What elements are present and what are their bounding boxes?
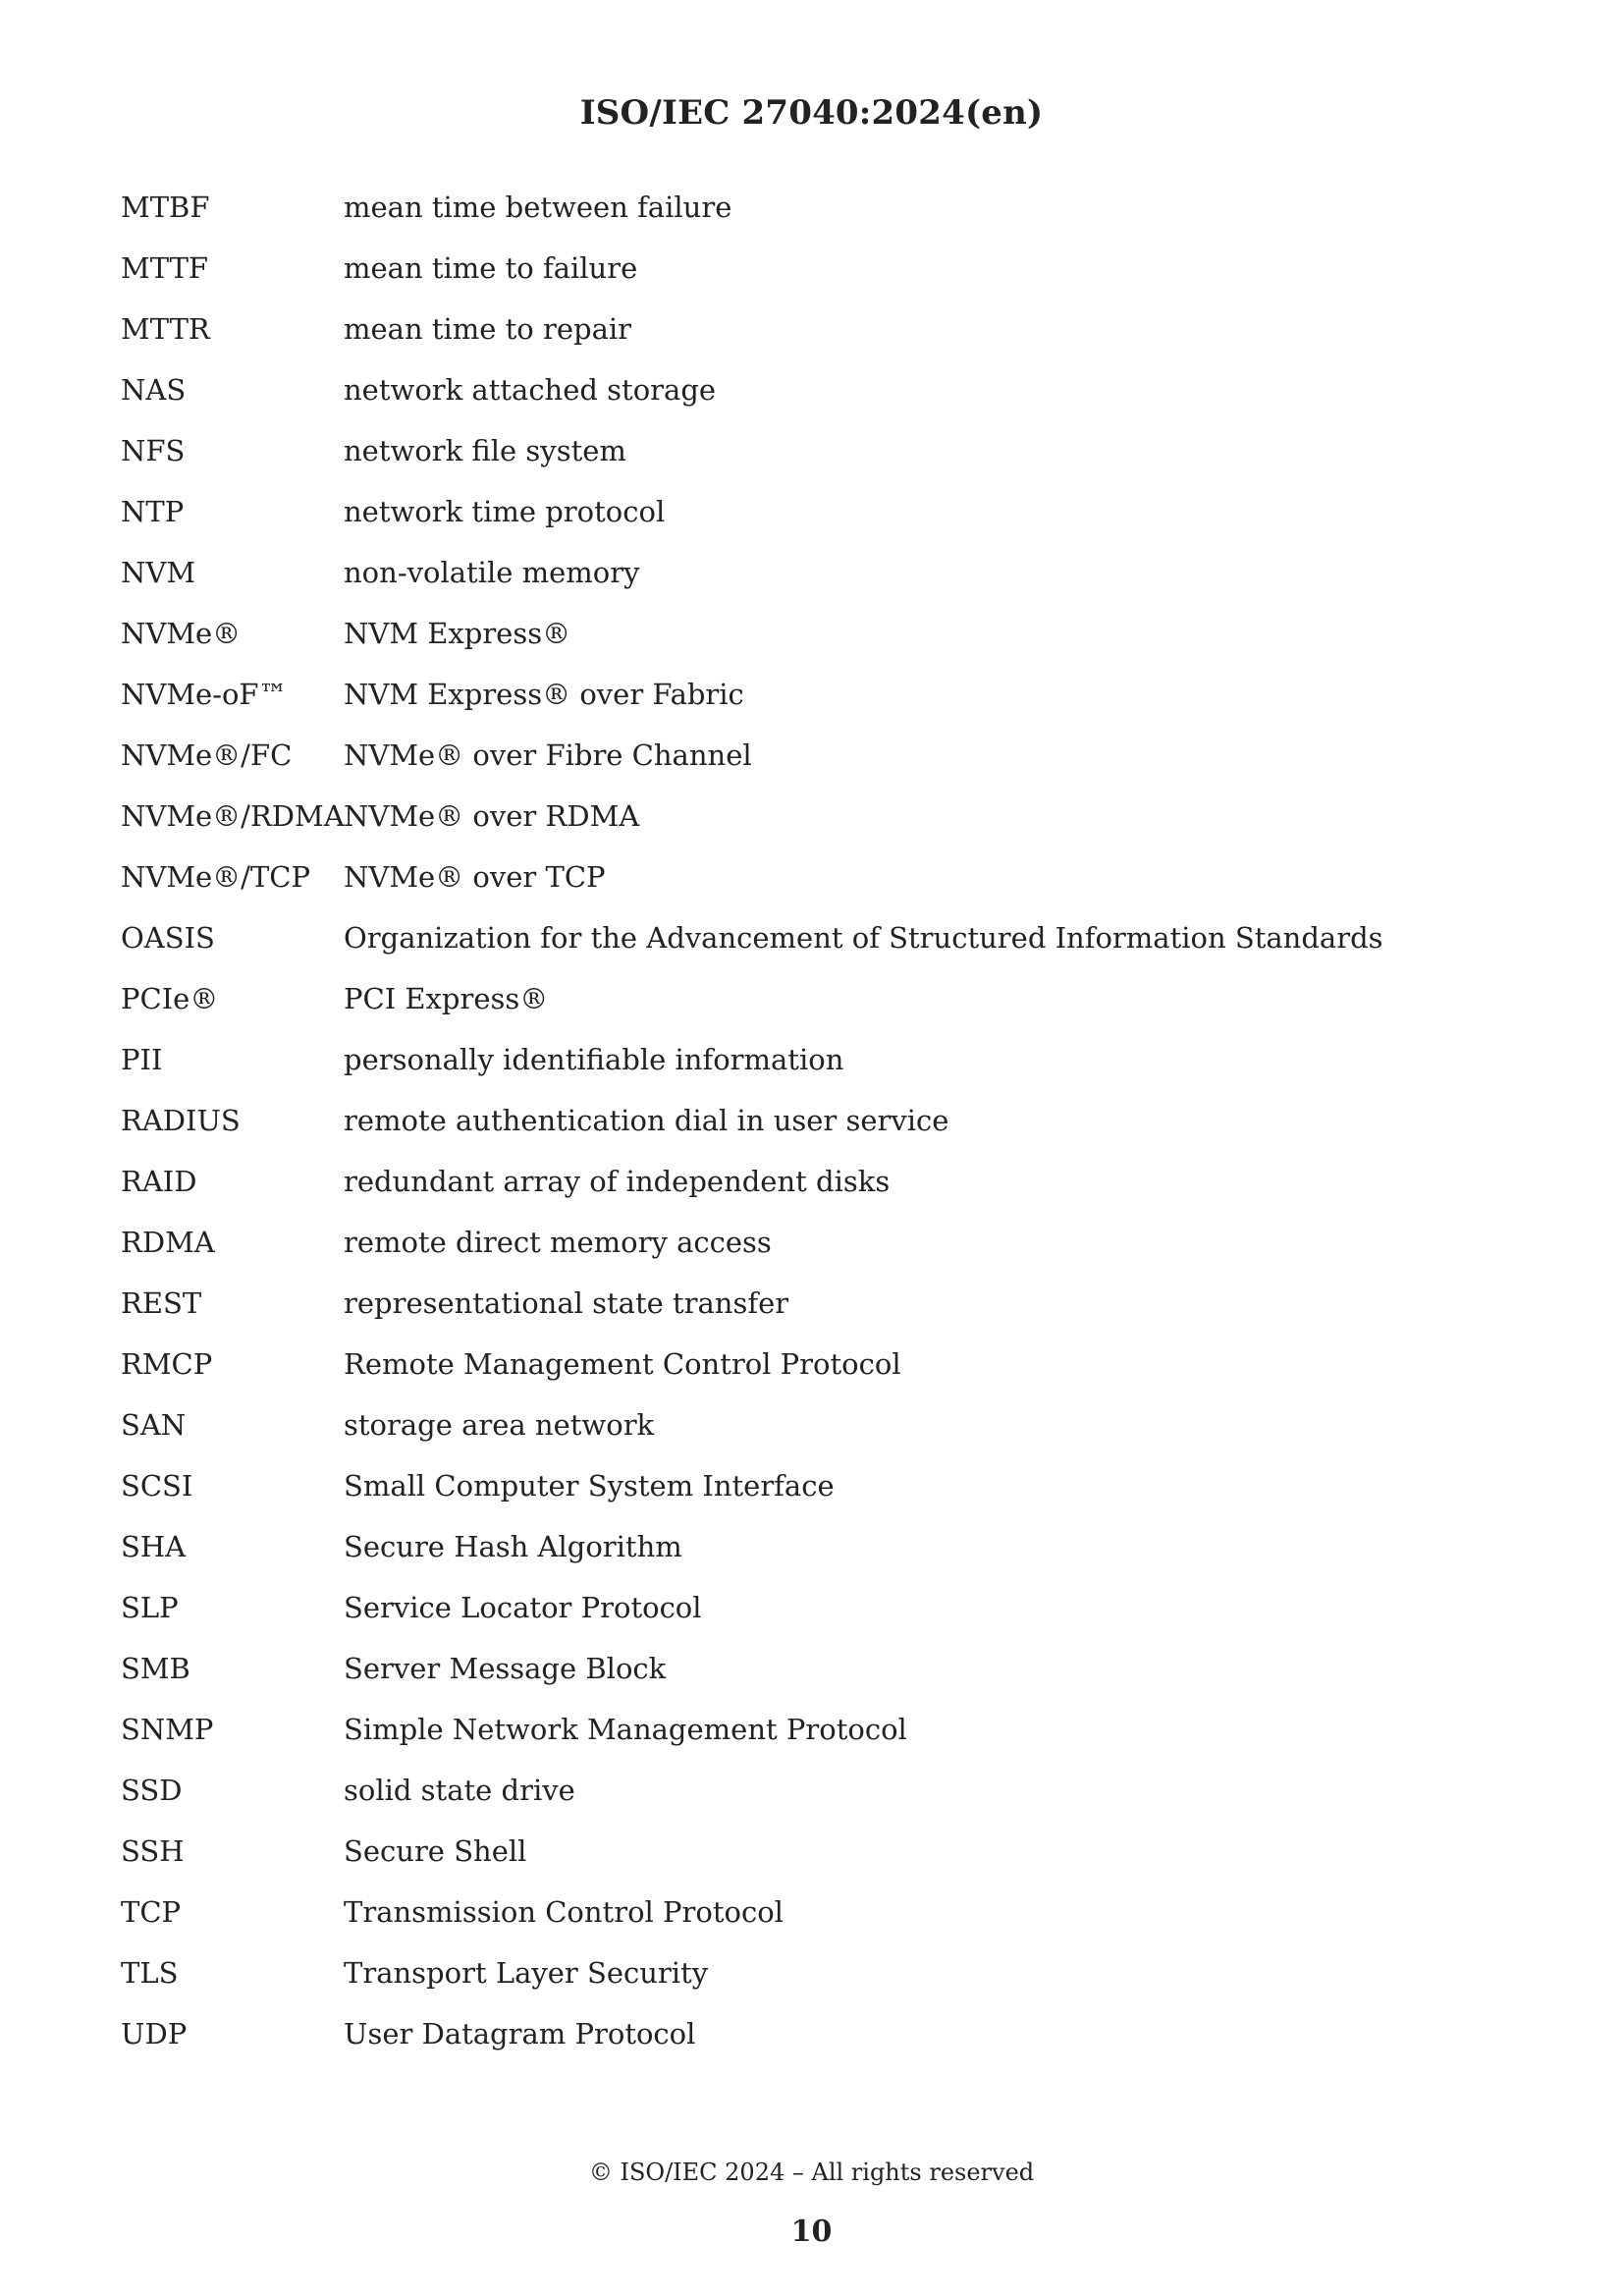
abbreviation-row (121, 359, 1495, 420)
abbreviation-definition: personally identifiable information (344, 1043, 844, 1076)
abbreviation-term: PII (121, 1043, 163, 1076)
abbreviation-row (121, 2003, 1495, 2064)
abbreviation-term: PCIe® (121, 982, 219, 1015)
abbreviation-row (121, 299, 1495, 359)
abbreviation-definition: NVMe® over Fibre Channel (344, 738, 752, 772)
abbreviation-term: RDMA (121, 1226, 215, 1259)
abbreviation-term: SLP (121, 1591, 179, 1624)
abbreviation-definition: network file system (344, 434, 626, 467)
abbreviation-row (121, 725, 1495, 786)
abbreviation-definition: Transport Layer Security (344, 1956, 709, 1990)
abbreviation-term: NVMe®/TCP (121, 860, 310, 894)
abbreviation-definition: network attached storage (344, 373, 717, 407)
abbreviation-definition: NVM Express® (344, 617, 571, 650)
abbreviation-row (121, 1577, 1495, 1638)
abbreviation-term: RAID (121, 1165, 197, 1198)
document-header: ISO/IEC 27040:2024(en) (579, 93, 1044, 133)
abbreviation-term: MTBF (121, 191, 210, 224)
page-number: 10 (790, 2214, 833, 2249)
abbreviation-row (121, 1090, 1495, 1151)
abbreviation-term: NVMe-oF™ (121, 678, 288, 711)
abbreviation-list (121, 177, 1495, 2064)
abbreviation-definition: Secure Shell (344, 1834, 527, 1868)
abbreviation-row (121, 177, 1495, 238)
abbreviation-term: UDP (121, 2017, 188, 2050)
abbreviation-term: SSH (121, 1834, 185, 1868)
abbreviation-row (121, 1151, 1495, 1212)
abbreviation-row (121, 1882, 1495, 1942)
abbreviation-definition: remote authentication dial in user service (344, 1104, 949, 1137)
abbreviation-term: SMB (121, 1652, 190, 1685)
abbreviation-term: NVMe® (121, 617, 242, 650)
abbreviation-definition: Server Message Block (344, 1652, 667, 1685)
abbreviation-term: OASIS (121, 921, 215, 955)
abbreviation-definition: remote direct memory access (344, 1226, 772, 1259)
abbreviation-definition: solid state drive (344, 1774, 575, 1807)
abbreviation-row (121, 968, 1495, 1029)
abbreviation-definition: NVMe® over TCP (344, 860, 606, 894)
abbreviation-row (121, 907, 1495, 968)
abbreviation-definition: Small Computer System Interface (344, 1469, 835, 1503)
abbreviation-definition: mean time to repair (344, 312, 632, 346)
abbreviation-row (121, 1273, 1495, 1334)
copyright-notice: © ISO/IEC 2024 – All rights reserved (588, 2159, 1035, 2186)
abbreviation-term: SHA (121, 1530, 187, 1563)
abbreviation-row (121, 847, 1495, 907)
abbreviation-row (121, 481, 1495, 542)
abbreviation-definition: Remote Management Control Protocol (344, 1347, 901, 1381)
abbreviation-term: NVMe®/RDMA (121, 799, 345, 833)
abbreviation-row (121, 1212, 1495, 1273)
abbreviation-row (121, 1334, 1495, 1394)
abbreviation-term: NFS (121, 434, 186, 467)
abbreviation-row (121, 1699, 1495, 1760)
abbreviation-term: SAN (121, 1408, 187, 1442)
abbreviation-definition: Transmission Control Protocol (344, 1895, 784, 1929)
abbreviation-term: REST (121, 1286, 202, 1320)
abbreviation-definition: Organization for the Advancement of Structured Information Standards (344, 921, 1383, 955)
abbreviation-definition: NVM Express® over Fabric (344, 678, 744, 711)
abbreviation-definition: Service Locator Protocol (344, 1591, 702, 1624)
abbreviation-term: SCSI (121, 1469, 193, 1503)
abbreviation-definition: representational state transfer (344, 1286, 789, 1320)
abbreviation-row (121, 542, 1495, 603)
abbreviation-row (121, 1821, 1495, 1882)
abbreviation-definition: PCI Express® (344, 982, 549, 1015)
abbreviation-term: RADIUS (121, 1104, 241, 1137)
abbreviation-definition: mean time between failure (344, 191, 732, 224)
abbreviation-term: SSD (121, 1774, 183, 1807)
abbreviation-row (121, 1029, 1495, 1090)
abbreviation-term: NAS (121, 373, 187, 407)
abbreviation-term: TCP (121, 1895, 182, 1929)
abbreviation-term: NTP (121, 495, 185, 528)
abbreviation-term: MTTF (121, 251, 209, 285)
abbreviation-definition: non-volatile memory (344, 556, 640, 589)
abbreviation-definition: User Datagram Protocol (344, 2017, 696, 2050)
abbreviation-row (121, 238, 1495, 299)
abbreviation-row (121, 1760, 1495, 1821)
abbreviation-term: MTTR (121, 312, 210, 346)
abbreviation-definition: storage area network (344, 1408, 655, 1442)
abbreviation-definition: network time protocol (344, 495, 666, 528)
abbreviation-term: SNMP (121, 1713, 214, 1746)
abbreviation-definition: mean time to failure (344, 251, 638, 285)
abbreviation-row (121, 786, 1495, 847)
abbreviation-definition: redundant array of independent disks (344, 1165, 891, 1198)
abbreviation-row (121, 420, 1495, 481)
abbreviation-row (121, 1455, 1495, 1516)
abbreviation-row (121, 664, 1495, 725)
abbreviation-definition: Secure Hash Algorithm (344, 1530, 682, 1563)
abbreviation-row (121, 1394, 1495, 1455)
abbreviation-term: RMCP (121, 1347, 213, 1381)
abbreviation-row (121, 1942, 1495, 2003)
abbreviation-definition: Simple Network Management Protocol (344, 1713, 907, 1746)
abbreviation-term: NVM (121, 556, 196, 589)
abbreviation-definition: NVMe® over RDMA (344, 799, 640, 833)
abbreviation-row (121, 1638, 1495, 1699)
abbreviation-row (121, 1516, 1495, 1577)
abbreviation-row (121, 603, 1495, 664)
abbreviation-term: TLS (121, 1956, 179, 1990)
abbreviation-term: NVMe®/FC (121, 738, 293, 772)
